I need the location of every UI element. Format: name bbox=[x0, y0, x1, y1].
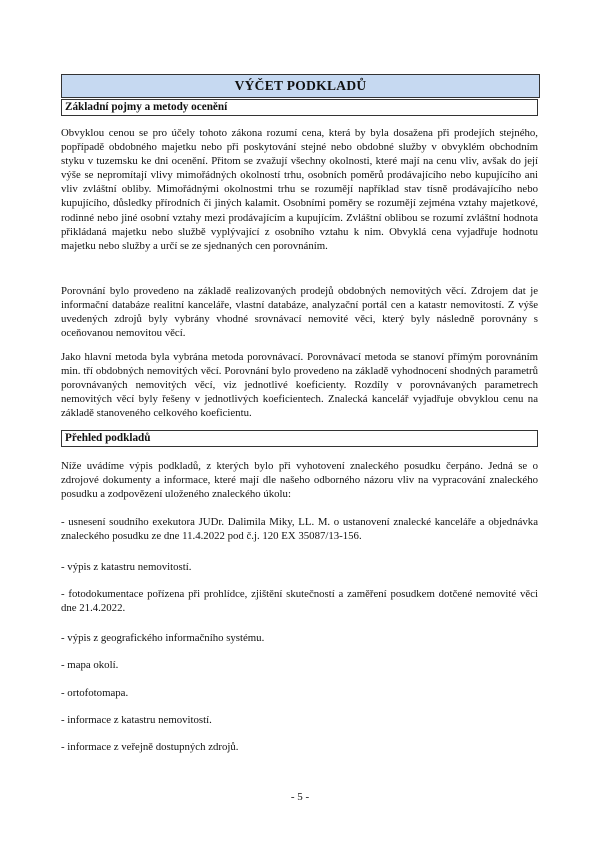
section-heading-basic-terms: Základní pojmy a metody ocenění bbox=[61, 99, 538, 116]
paragraph-usual-price-definition: Obvyklou cenou se pro účely tohoto zákona rozumí cena, která by byla dosažena při prodejích stejného, popřípadě obdobného majetku nebo při poskytování stejné nebo obdobné služby v obvyklém obchodním styku v tuzemsku ke dni ocenění. Přitom se zvažují všechny okolnosti, které mají na cenu vliv, avšak do její výše se nepromítají vlivy mimořádných okolností trhu, osobních poměrů prodávajícího nebo kupujícího ani vliv zvláštní obliby. Mimořádnými okolnostmi trhu se rozumějí například stav tísně prodávajícího nebo kupujícího, důsledky přírodních či jiných kalamit. Osobními poměry se rozumějí zejména vztahy majetkové, rodinné nebo jiné osobní vztahy mezi prodávajícím a kupujícím. Zvláštní oblibou se rozumí zvláštní hodnota přikládaná majetku nebo službě vyplývající z osobního vztahu k nim. Obvyklá cena vyjadřuje hodnotu majetku nebo služby a určí se ze sjednaných cen porovnáním. bbox=[61, 127, 538, 252]
paragraph-comparison-sources: Porovnání bylo provedeno na základě realizovaných prodejů obdobných nemovitých věcí. Zdrojem dat je informační databáze realitní kanceláře, vlastní databáze, analyzační portál cen a katastr nemovitostí. Z výše uvedených zdrojů byly vybrány vhodné srovnávací nemovité věci, který byly následně porovnány s oceňovanou nemovitou věcí. bbox=[61, 285, 538, 340]
document-title: VÝČET PODKLADŮ bbox=[61, 74, 540, 98]
list-item: - výpis z geografického informačního systému. bbox=[61, 632, 265, 644]
list-item: - výpis z katastru nemovitostí. bbox=[61, 561, 192, 573]
paragraph-documents-intro: Níže uvádíme výpis podkladů, z kterých bylo při vyhotovení znaleckého posudku čerpáno. Jedná se o zdrojové dokumenty a informace, které mají dle našeho odborného názoru vliv na vypracování znaleckého posudku a zodpovězení uloženého znaleckého úkolu: bbox=[61, 460, 538, 501]
list-item: - mapa okolí. bbox=[61, 659, 119, 671]
section-heading-documents-overview: Přehled podkladů bbox=[61, 430, 538, 447]
list-item: - usnesení soudního exekutora JUDr. Dalimila Miky, LL. M. o ustanovení znalecké kanceláře a objednávka znaleckého posudku ze dne 11.4.2022 pod č.j. 120 EX 35087/13-156. bbox=[61, 516, 538, 543]
list-item: - fotodokumentace pořízena při prohlídce, zjištění skutečností a zaměření posudkem dotčené nemovité věci dne 21.4.2022. bbox=[61, 588, 538, 615]
paragraph-comparison-method: Jako hlavní metoda byla vybrána metoda porovnávací. Porovnávací metoda se stanoví přímým porovnáním min. tří obdobných nemovitých věcí. Porovnání bylo provedeno na základě vyhodnocení shodných parametrů porovnávaných nemovitých věcí, viz jednotlivé koeficienty. Rozdíly v porovnávaných parametrech nemovitých věcí byly řešeny v jednotlivých koeficientech. Znalecká kancelář vyjadřuje obvyklou cenu na základě stanoveného celkového koeficientu. bbox=[61, 351, 538, 420]
page-number: - 5 - bbox=[290, 791, 310, 803]
list-item: - ortofotomapa. bbox=[61, 687, 129, 699]
list-item: - informace z veřejně dostupných zdrojů. bbox=[61, 741, 239, 753]
list-item: - informace z katastru nemovitostí. bbox=[61, 714, 212, 726]
